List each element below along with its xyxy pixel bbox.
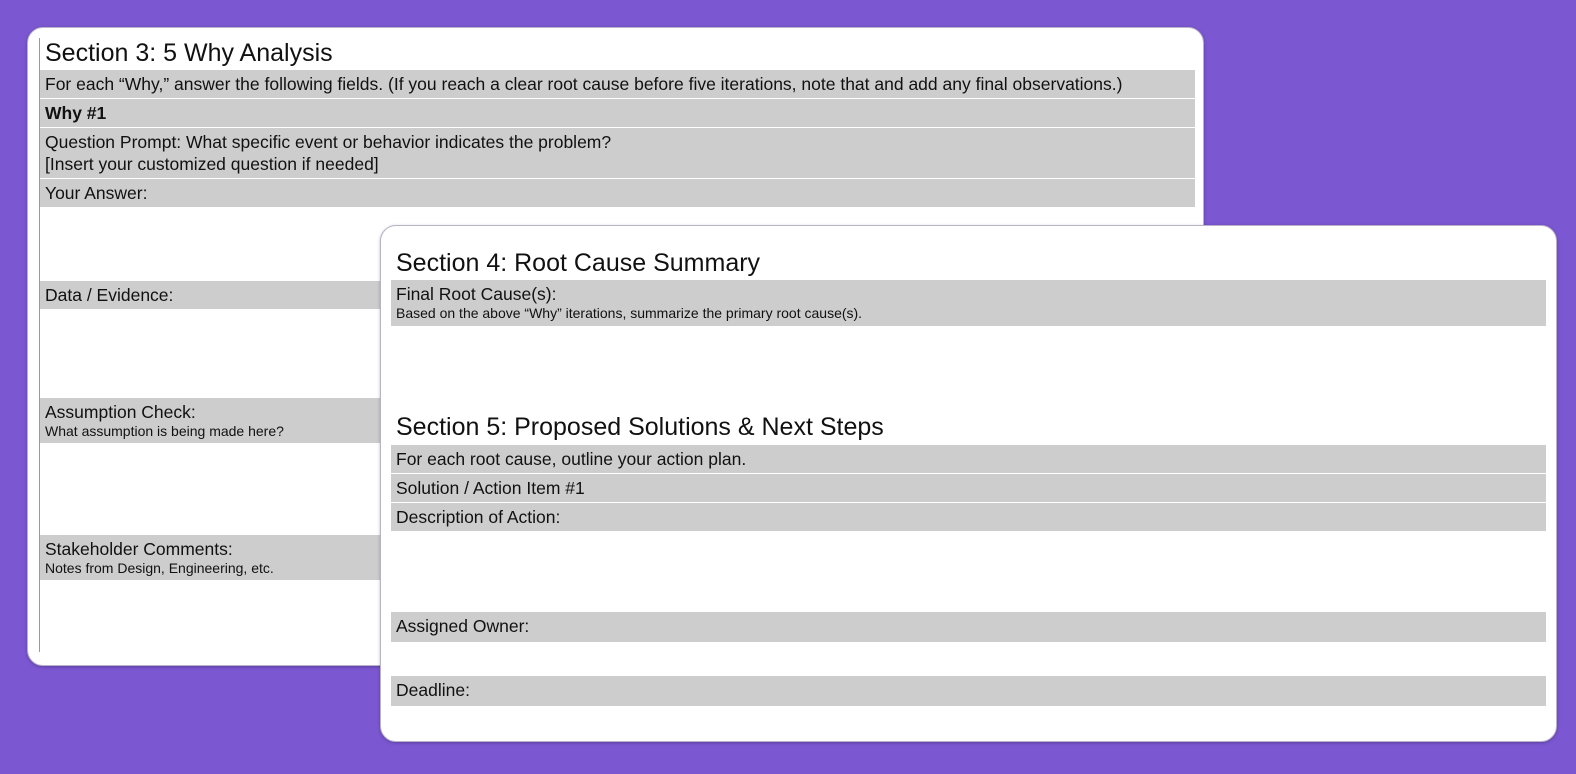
why-1-header: Why #1 [40,99,1195,127]
question-prompt [40,128,1195,178]
assumption-check-label: Assumption Check: [45,402,196,422]
stakeholder-comments-sub: Notes from Design, Engineering, etc. [45,560,274,576]
section-5-intro: For each root cause, outline your action plan. [391,445,1546,473]
question-custom-text: [Insert your customized question if needed] [45,154,379,174]
data-evidence-label: Data / Evidence: [40,281,1195,309]
stakeholder-comments-label: Stakeholder Comments: [45,539,233,559]
final-root-cause-sub: Based on the above “Why” iterations, summarize the primary root cause(s). [396,305,863,321]
section-3-title: Section 3: 5 Why Analysis [45,39,333,67]
description-of-action-label: Description of Action: [391,503,1546,531]
deadline-label: Deadline: [391,676,1546,706]
section-4-title: Section 4: Root Cause Summary [396,249,761,277]
section-5-title: Section 5: Proposed Solutions & Next Steps [396,413,884,441]
assigned-owner-label: Assigned Owner: [391,612,1546,642]
section-4-5-card [380,225,1557,742]
final-root-cause [391,280,1546,326]
your-answer-label: Your Answer: [40,179,1195,207]
question-prompt-text: Question Prompt: What specific event or behavior indicates the problem? [45,132,612,152]
assumption-check-sub: What assumption is being made here? [45,423,284,439]
solution-item-1-label: Solution / Action Item #1 [391,474,1546,502]
final-root-cause-label: Final Root Cause(s): [396,284,557,304]
section-3-intro: For each “Why,” answer the following fields. (If you reach a clear root cause before five iterations, note that and add any final observations.) [40,70,1195,98]
